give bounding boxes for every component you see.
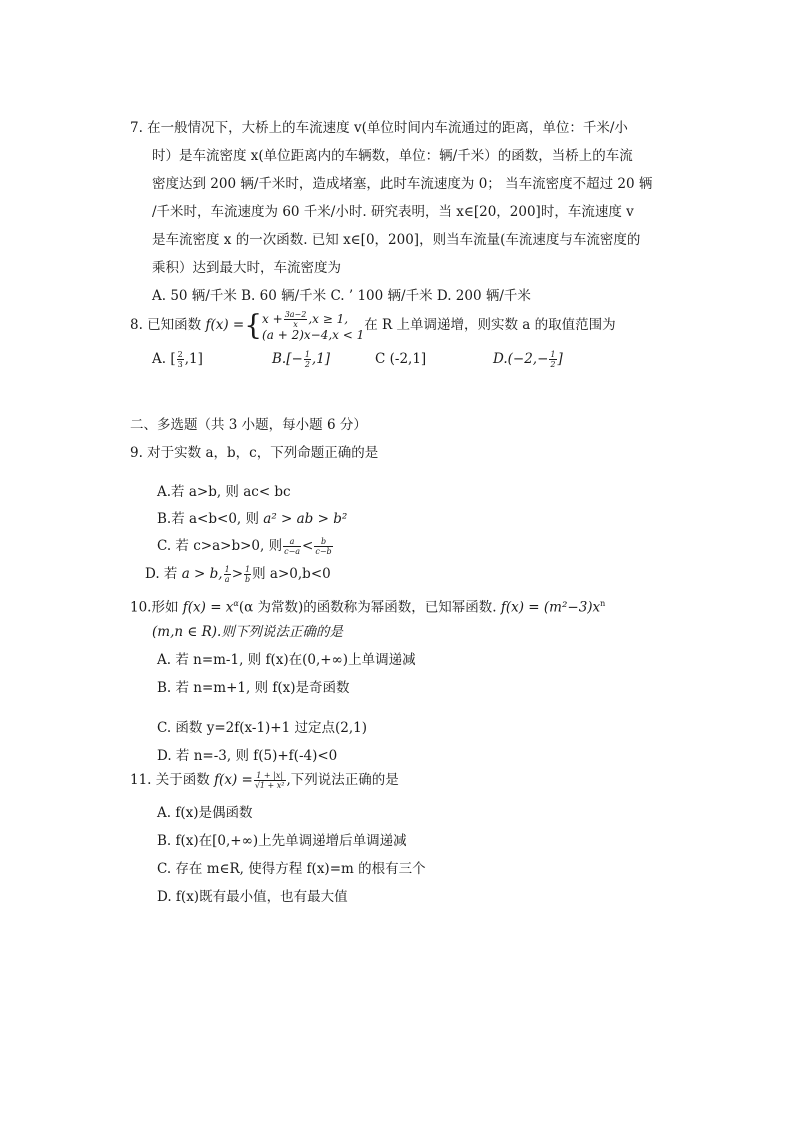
q10-mid: (α 为常数)的函数称为幂函数，已知幂函数. <box>238 599 501 616</box>
q10-option-d: D. 若 n=-3, 则 f(5)+f(-4)<0 <box>157 748 338 764</box>
q8-opt-d-in1: (−2,− <box>507 351 549 367</box>
q9-opt-d-gt: > <box>231 566 244 582</box>
q9-opt-c-pre: C. 若 c>a>b>0, 则 <box>157 538 283 554</box>
q8-option-a <box>152 346 203 372</box>
q7-line-1: 7. 在一般情况下，大桥上的车流速度 v(单位时间内车流通过的距离，单位：千米/小 <box>130 120 628 136</box>
q9-opt-d-n2: 1 <box>245 565 251 574</box>
q11-option-c: C. 存在 m∈R, 使得方程 f(x)=m 的根有三个 <box>157 861 426 877</box>
q9-opt-b-pre: B.若 a<b<0, 则 <box>157 511 264 527</box>
q8-opt-b-in1: [− <box>286 351 303 367</box>
q8-case2: (a + 2)x−4,x < 1 <box>262 327 365 342</box>
q8-case1-frac <box>284 310 308 329</box>
q8-opt-a-frac <box>177 350 184 369</box>
q8-piecewise <box>262 310 364 342</box>
q9-opt-d-frac1 <box>224 565 231 584</box>
q7-line-4: /千米时，车流速度为 60 千米/小时. 研究表明，当 x∈[20，200]时，车流速度 v <box>152 204 634 220</box>
q8-case1-b: ,x ≥ 1, <box>308 311 349 326</box>
q8-stem <box>130 308 616 342</box>
section-heading: 二、多选题（共 3 小题，每小题 6 分） <box>130 417 367 433</box>
q8-opt-b-frac <box>304 350 311 369</box>
q9-opt-d-pre: D. 若 <box>145 566 182 582</box>
q8-case1-num: 3a−2 <box>284 309 307 319</box>
q11-pre: 11. 关于函数 <box>130 772 215 788</box>
q10-line-2: (m,n ∈ R).则下列说法正确的是 <box>152 624 343 640</box>
q11-post: ,下列说法正确的是 <box>286 772 399 788</box>
q9-opt-c-frac2 <box>314 537 332 556</box>
q11-den: √1 + x² <box>254 781 285 790</box>
q9-opt-b-math: a² > ab > b² <box>263 511 348 527</box>
q7-line-6: 乘积）达到最大时，车流密度为 <box>152 260 341 276</box>
q7-options: A. 50 辆/千米 B. 60 辆/千米 C. ’ 100 辆/千米 D. 200 辆/千米 <box>152 288 531 304</box>
q11-option-b: B. f(x)在[0,+∞)上先单调递增后单调递减 <box>157 833 407 849</box>
q8-prefix: 8. 已知函数 <box>130 317 206 333</box>
q9-opt-c-n1: a <box>283 537 301 547</box>
q11-f: f(x) = <box>214 772 253 788</box>
q9-option-a: A.若 a>b, 则 ac< bc <box>157 484 291 500</box>
q8-case1-den: x <box>293 319 298 329</box>
q8-opt-a-den: 3 <box>177 360 183 369</box>
q9-option-c <box>157 533 334 559</box>
q8-opt-b-pre: B. <box>272 351 287 367</box>
q8-case1-a: x + <box>262 311 283 326</box>
q8-opt-d-pre: D. <box>493 351 508 367</box>
q8-opt-d-frac <box>549 350 556 369</box>
q10-option-a: A. 若 n=m-1, 则 f(x)在(0,+∞)上单调递减 <box>157 652 416 668</box>
q9-option-d <box>145 561 331 587</box>
q9-opt-d-math: a > b, <box>181 566 223 582</box>
q8-suffix: 在 R 上单调递增，则实数 a 的取值范围为 <box>364 317 616 333</box>
q8-option-d <box>493 346 563 372</box>
q7-line-5: 是车流密度 x 的一次函数. 已知 x∈[0，200]，则当车流量(车流速度与车流密度的 <box>152 232 641 248</box>
q9-stem: 9. 对于实数 a，b，c，下列命题正确的是 <box>130 445 379 461</box>
q8-fx: f(x) = <box>205 317 245 333</box>
q7-line-2: 时）是车流密度 x(单位距离内的车辆数，单位：辆/千米）的函数，当桥上的车流 <box>152 148 633 164</box>
q11-option-a: A. f(x)是偶函数 <box>157 805 253 821</box>
q9-opt-d-d2: b <box>245 575 251 584</box>
q8-option-c: C (-2,1] <box>375 351 427 367</box>
q9-opt-c-frac1 <box>283 537 301 556</box>
q10-pre: 10.形如 <box>130 599 183 616</box>
q8-option-b <box>272 346 330 372</box>
q10-sup2: n <box>600 599 606 608</box>
q11-num: 1 + |x| <box>254 771 286 781</box>
q9-opt-d-d1: a <box>224 575 230 584</box>
q10-option-c: C. 函数 y=2f(x-1)+1 过定点(2,1) <box>157 720 368 736</box>
q9-option-b <box>157 509 347 529</box>
q9-opt-d-post: 则 a>0,b<0 <box>252 566 331 582</box>
q8-opt-d-den: 2 <box>550 360 556 369</box>
q9-opt-c-n2: b <box>314 537 332 547</box>
q11-frac <box>254 771 286 790</box>
q8-opt-b-num: 1 <box>304 350 310 359</box>
q10-option-b: B. 若 n=m+1, 则 f(x)是奇函数 <box>157 680 350 696</box>
q7-line-3: 密度达到 200 辆/千米时，造成堵塞，此时车流速度为 0； 当车流密度不超过 20 辆 <box>152 176 653 192</box>
q8-opt-a-pre: A. [ <box>152 351 176 367</box>
q10-f: f(x) = x <box>182 599 234 616</box>
q8-opt-b-den: 2 <box>304 360 310 369</box>
q8-opt-d-num: 1 <box>550 350 556 359</box>
q10-line-1 <box>130 594 605 618</box>
q11-option-d: D. f(x)既有最小值，也有最大值 <box>157 889 348 905</box>
q10-sup: α <box>233 599 239 608</box>
q8-opt-a-num: 2 <box>177 350 183 359</box>
q9-opt-d-n1: 1 <box>224 565 230 574</box>
q9-opt-d-frac2 <box>244 565 251 584</box>
q9-opt-c-d2: c−b <box>315 547 332 556</box>
q8-opt-d-in2: ] <box>557 351 563 367</box>
q8-opt-a-post: ,1] <box>184 351 203 367</box>
q8-opt-b-in2: ,1] <box>311 351 331 367</box>
q9-opt-c-d1: c−a <box>284 547 301 556</box>
q9-opt-c-lt: < <box>302 538 314 554</box>
q10-f2: f(x) = (m²−3)x <box>500 599 601 616</box>
q8-brace: { <box>244 308 263 342</box>
q11-stem <box>130 766 399 794</box>
